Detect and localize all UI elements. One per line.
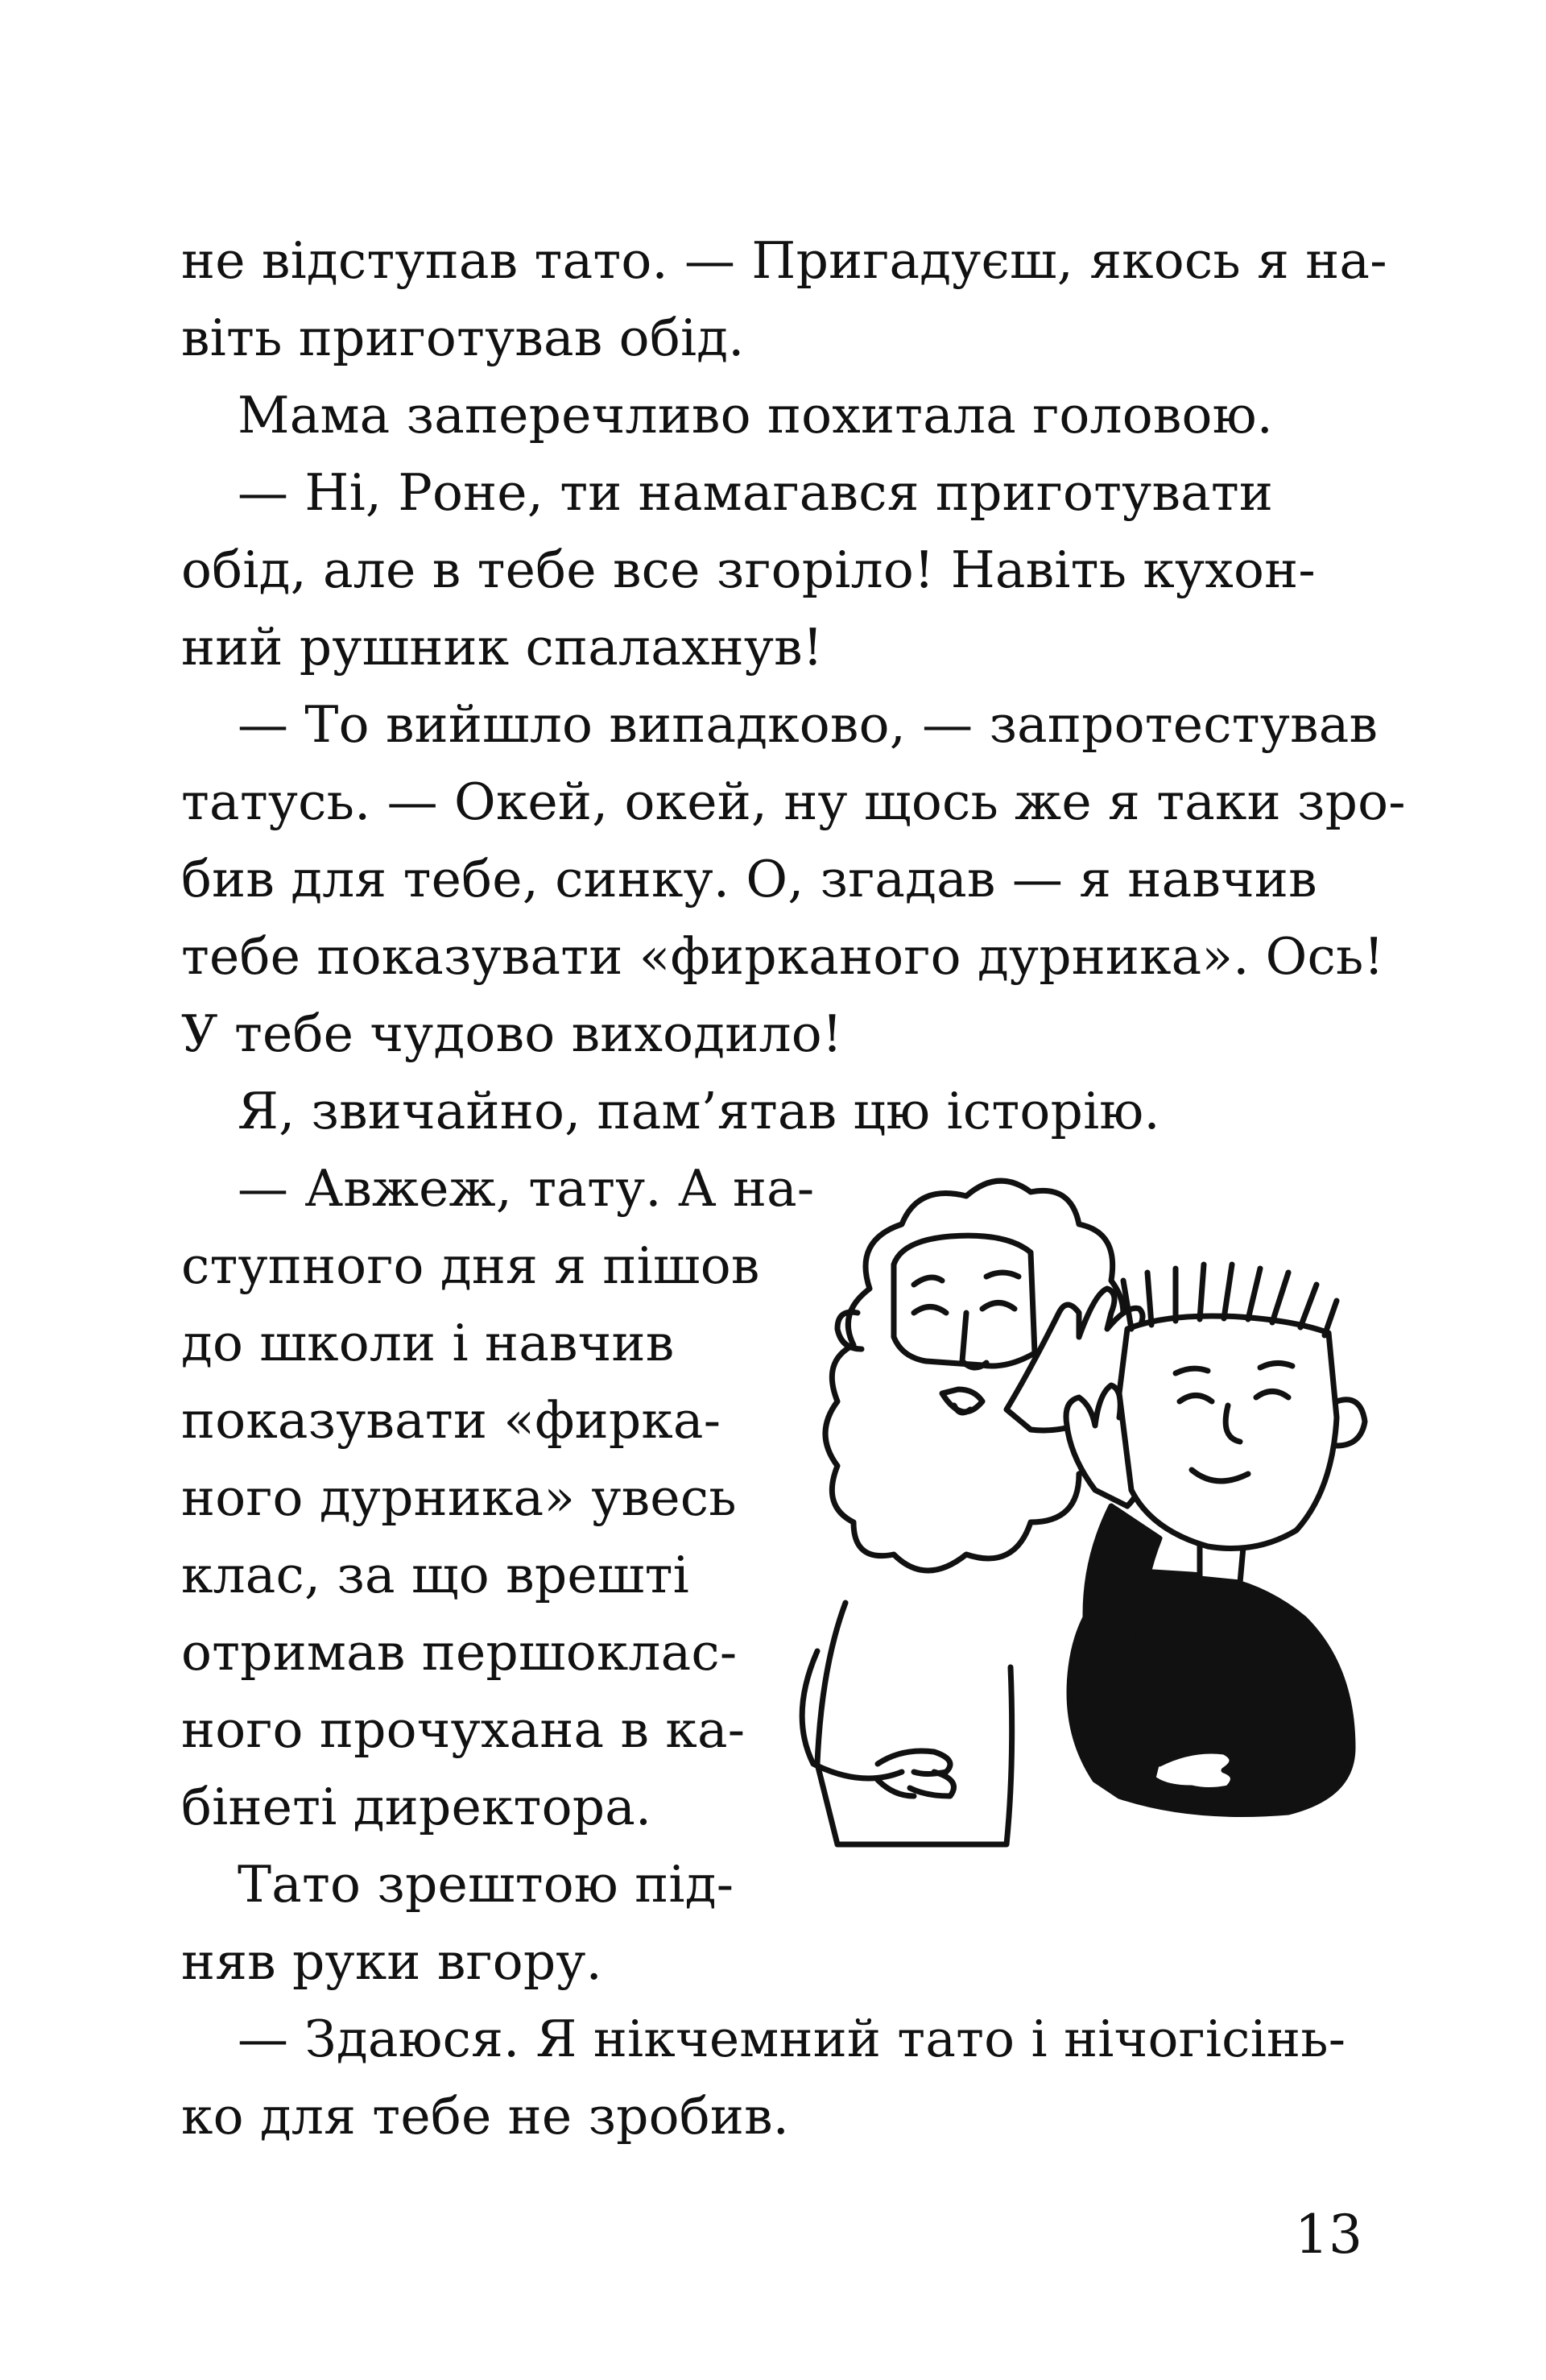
text-line: ного дурника» увесь [181,1468,737,1527]
text-line: бив для тебе, синку. О, згадав — я навчив [181,850,1317,909]
text-line: — Здаюся. Я нікчемний тато і нічогісінь- [238,2010,1346,2068]
text-line: Мама заперечливо похитала головою. [238,386,1273,445]
text-line: отримав першоклас- [181,1623,738,1682]
text-line: татусь. — Окей, окей, ну щось же я таки зро- [181,772,1406,831]
text-line: бінеті директора. [181,1778,652,1836]
text-line: клас, за що врешті [181,1546,690,1604]
text-line: віть приготував обід. [181,308,745,367]
text-line: Тато зрештою під- [238,1855,734,1914]
text-line: — Ні, Роне, ти намагався приготувати [238,463,1274,522]
text-line: ного прочухана в ка- [181,1700,746,1759]
text-line: ступного дня я пішов [181,1236,760,1295]
text-line: Я, звичайно, пам’ятав цю історію. [238,1082,1160,1140]
text-line: — То вийшло випадково, — запротестував [238,695,1379,754]
text-line: ко для тебе не зробив. [181,2087,790,2146]
father-son-illustration [741,1152,1401,1893]
text-line: ний рушник спалахнув! [181,618,824,677]
page-number: 13 [1295,2204,1362,2266]
text-line: не відступав тато. — Пригадуєш, якось я на- [181,231,1387,290]
text-line: У тебе чудово виходило! [181,1004,843,1063]
text-line: тебе показувати «фирканого дурника». Ось! [181,927,1384,986]
text-line: до школи і навчив [181,1314,675,1372]
text-line: обід, але в тебе все згоріло! Навіть кухон- [181,540,1316,599]
text-line: няв руки вгору. [181,1932,602,1991]
text-line: — Авжеж, тату. А на- [238,1159,815,1218]
text-line: показувати «фирка- [181,1391,721,1450]
